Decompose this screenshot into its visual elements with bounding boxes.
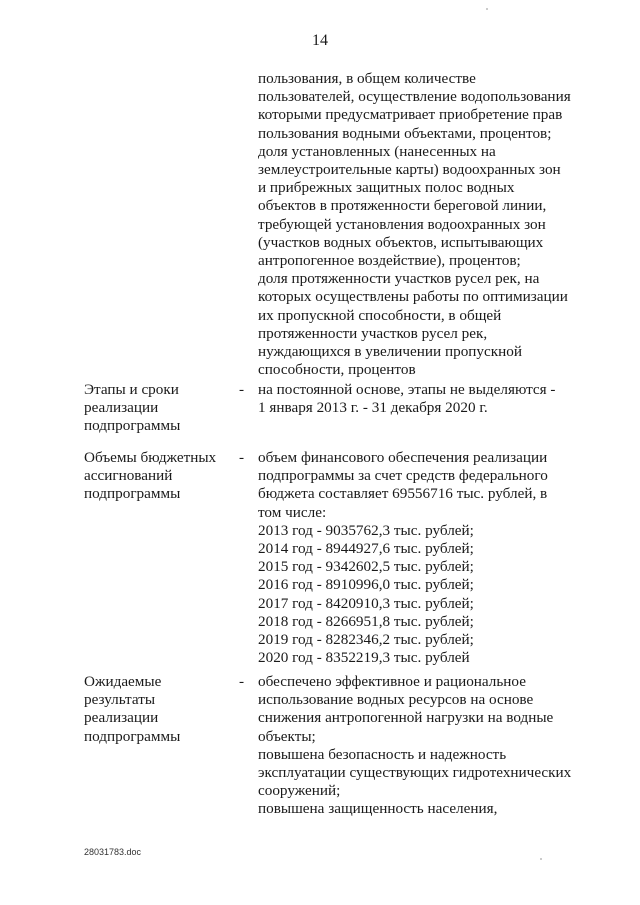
document-filename: 28031783.doc: [84, 847, 142, 857]
value-line: повышена безопасность и надежность: [258, 745, 507, 763]
label-line: Этапы и сроки: [84, 381, 179, 398]
value-line: обеспечено эффективное и рациональное: [258, 673, 526, 690]
scan-speck: [540, 858, 542, 860]
scan-speck: [486, 8, 488, 10]
label-line: Ожидаемые: [84, 673, 162, 690]
label-line: реализации: [84, 399, 159, 417]
text-line: требующей установления водоохранных зон: [258, 215, 546, 233]
section-value: [258, 449, 598, 667]
label-line: подпрограммы: [84, 417, 181, 435]
value-line: 2020 год - 8352219,3 тыс. рублей: [258, 649, 470, 667]
value-line: том числе:: [258, 503, 327, 521]
value-line: 1 января 2013 г. - 31 декабря 2020 г.: [258, 399, 488, 417]
text-line: землеустроительные карты) водоохранных зон: [258, 161, 561, 179]
value-line: сооружений;: [258, 782, 341, 800]
label-line: подпрограммы: [84, 727, 181, 745]
label-line: подпрограммы: [84, 485, 181, 503]
value-line: 2014 год - 8944927,6 тыс. рублей;: [258, 540, 474, 558]
text-line: способности, процентов: [258, 361, 416, 379]
section-label: [84, 673, 234, 746]
label-line: результаты: [84, 691, 156, 709]
text-line: доля протяженности участков русел рек, на: [258, 270, 540, 288]
text-line: пользования, в общем количестве: [258, 70, 476, 87]
value-line: на постоянной основе, этапы не выделяются -: [258, 381, 556, 398]
value-line: эксплуатации существующих гидротехнических: [258, 764, 572, 782]
text-line: объектов в протяженности береговой линии,: [258, 197, 547, 215]
value-line: снижения антропогенной нагрузки на водные: [258, 709, 554, 727]
value-line: повышена защищенность населения,: [258, 800, 498, 818]
value-line: объем финансового обеспечения реализации: [258, 449, 548, 466]
section-label: [84, 449, 234, 504]
value-line: 2019 год - 8282346,2 тыс. рублей;: [258, 631, 474, 649]
continuation-text: [258, 70, 588, 379]
text-line: которых осуществлены работы по оптимизации: [258, 288, 568, 306]
text-line: протяженности участков русел рек,: [258, 324, 488, 342]
label-line: реализации: [84, 709, 159, 727]
text-line: (участков водных объектов, испытывающих: [258, 233, 544, 251]
section-value: [258, 673, 598, 819]
value-line: объекты;: [258, 727, 316, 745]
value-line: 2018 год - 8266951,8 тыс. рублей;: [258, 612, 474, 630]
value-line: 2015 год - 9342602,5 тыс. рублей;: [258, 558, 474, 576]
dash-separator: -: [239, 381, 245, 398]
value-line: подпрограммы за счет средств федерального: [258, 467, 548, 485]
text-line: доля установленных (нанесенных на: [258, 142, 496, 160]
value-line: использование водных ресурсов на основе: [258, 691, 534, 709]
text-line: нуждающихся в увеличении пропускной: [258, 343, 522, 361]
label-line: ассигнований: [84, 467, 173, 485]
value-line: бюджета составляет 69556716 тыс. рублей, в: [258, 485, 548, 503]
dash-separator: -: [239, 673, 245, 690]
text-line: антропогенное воздействие), процентов;: [258, 252, 521, 270]
value-line: 2017 год - 8420910,3 тыс. рублей;: [258, 594, 474, 612]
value-line: 2013 год - 9035762,3 тыс. рублей;: [258, 521, 474, 539]
text-line: и прибрежных защитных полос водных: [258, 179, 515, 197]
page-number: 14: [312, 32, 328, 49]
text-line: пользования водными объектами, процентов;: [258, 124, 552, 142]
value-line: 2016 год - 8910996,0 тыс. рублей;: [258, 576, 474, 594]
section-label: [84, 381, 234, 436]
label-line: Объемы бюджетных: [84, 449, 217, 466]
text-line: которыми предусматривает приобретение прав: [258, 106, 563, 124]
text-line: их пропускной способности, в общей: [258, 306, 502, 324]
dash-separator: -: [239, 449, 245, 466]
section-value: [258, 381, 598, 417]
text-line: пользователей, осуществление водопользования: [258, 88, 571, 106]
